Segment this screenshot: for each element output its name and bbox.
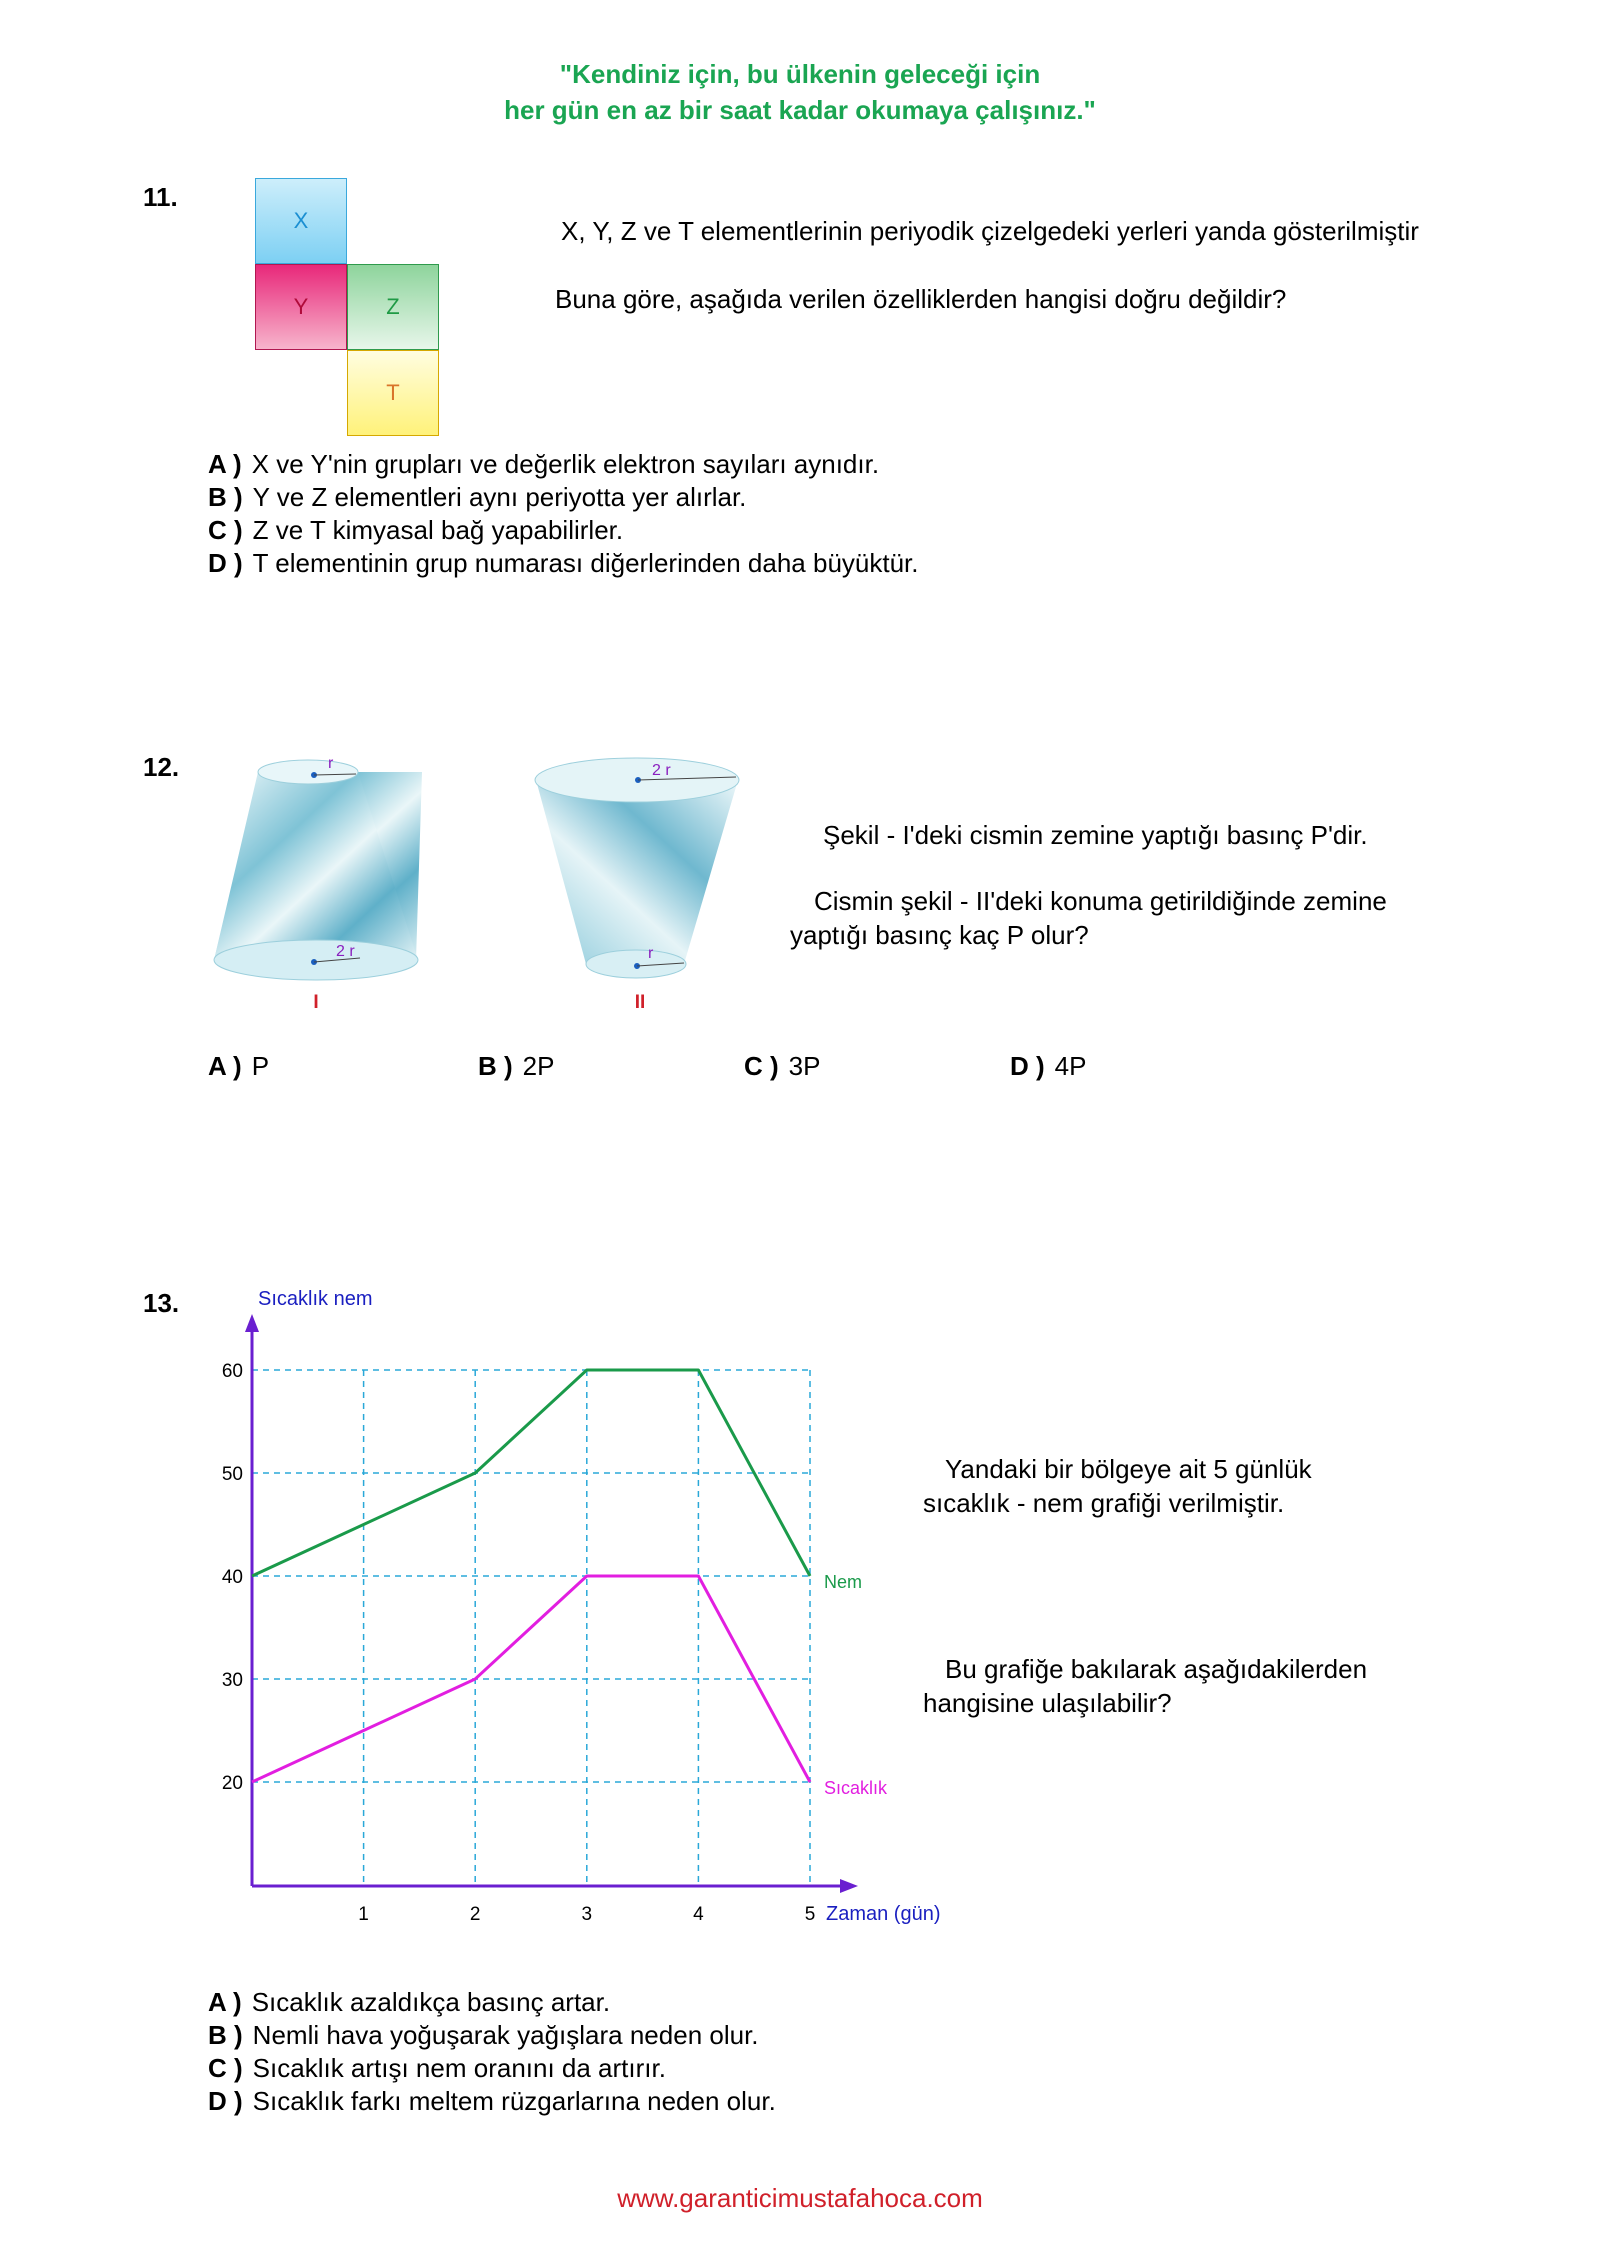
- y-axis-arrow: [245, 1314, 259, 1332]
- option-letter: B ): [478, 1051, 513, 1081]
- question-13-number: 13.: [143, 1288, 180, 1318]
- question-11-text-1: X, Y, Z ve T elementlerinin periyodik çizelgedeki yerleri yanda gösterilmiştir: [561, 216, 1419, 246]
- fig1-bottom-label: 2 r: [336, 943, 355, 960]
- option-text: 3P: [788, 1051, 821, 1081]
- option-c[interactable]: [208, 2052, 776, 2085]
- y-tick-label: 30: [221, 1670, 243, 1691]
- option-d[interactable]: [1010, 1050, 1086, 1083]
- option-letter: A ): [208, 1051, 242, 1081]
- option-text: Sıcaklık artışı nem oranını da artırır.: [252, 2053, 666, 2083]
- option-c[interactable]: [208, 514, 919, 547]
- question-12-text-3: yaptığı basınç kaç P olur?: [790, 920, 1089, 950]
- frustum-figure-1: [214, 755, 422, 1013]
- element-cell-x: X: [255, 178, 347, 264]
- question-12-text-1: Şekil - I'deki cismin zemine yaptığı basınç P'dir.: [823, 820, 1368, 850]
- element-cell-z: Z: [347, 264, 439, 350]
- y-tick-label: 20: [221, 1773, 243, 1794]
- header-quote-line2: her gün en az bir saat kadar okumaya çalışınız.": [504, 95, 1096, 125]
- question-11-number: 11.: [143, 182, 178, 212]
- x-tick-label: 5: [804, 1904, 816, 1925]
- option-text: P: [251, 1051, 270, 1081]
- option-letter: C ): [744, 1051, 779, 1081]
- header-quote-line1: "Kendiniz için, bu ülkenin geleceği için: [559, 59, 1041, 89]
- option-letter: D ): [1010, 1051, 1045, 1081]
- option-b[interactable]: [208, 2019, 776, 2052]
- frustum-figure-2: [535, 758, 739, 1013]
- question-12-text-2: Cismin şekil - II'deki konuma getirildiğinde zemine: [814, 886, 1387, 916]
- question-13-text-3: Bu grafiğe bakılarak aşağıdakilerden: [945, 1654, 1368, 1684]
- option-text: Sıcaklık azaldıkça basınç artar.: [251, 1987, 611, 2017]
- option-b[interactable]: [478, 1050, 554, 1083]
- option-letter: C ): [208, 515, 243, 545]
- option-letter: D ): [208, 548, 243, 578]
- fig2-bottom-label: r: [648, 945, 654, 962]
- option-d[interactable]: [208, 547, 919, 580]
- option-a[interactable]: [208, 448, 919, 481]
- y-tick-label: 60: [221, 1361, 243, 1382]
- option-text: Sıcaklık farkı meltem rüzgarlarına neden olur.: [252, 2086, 776, 2116]
- option-text: 4P: [1054, 1051, 1087, 1081]
- question-12-number: 12.: [143, 752, 180, 782]
- x-tick-label: 1: [358, 1904, 369, 1925]
- question-13-text-1: Yandaki bir bölgeye ait 5 günlük: [945, 1454, 1312, 1484]
- option-letter: B ): [208, 482, 243, 512]
- x-tick-label: 3: [581, 1904, 593, 1925]
- series-label: Nem: [824, 1572, 863, 1592]
- option-c[interactable]: [744, 1050, 820, 1083]
- footer-url[interactable]: www.garanticimustafahoca.com: [617, 2183, 983, 2213]
- y-axis-label: Sıcaklık nem: [258, 1288, 373, 1310]
- x-tick-label: 2: [469, 1904, 481, 1925]
- option-a[interactable]: [208, 1986, 776, 2019]
- x-tick-label: 4: [693, 1904, 704, 1925]
- question-11-text-2: Buna göre, aşağıda verilen özelliklerden hangisi doğru değildir?: [555, 284, 1287, 314]
- fig1-top-label: r: [328, 755, 334, 772]
- x-axis-label: Zaman (gün): [826, 1903, 941, 1925]
- series-label: Sıcaklık: [824, 1778, 888, 1798]
- option-text: 2P: [522, 1051, 555, 1081]
- element-cell-y: Y: [255, 264, 347, 350]
- option-d[interactable]: [208, 2085, 776, 2118]
- option-a[interactable]: [208, 1050, 269, 1083]
- element-cell-t: T: [347, 350, 439, 436]
- temperature-humidity-chart: [200, 1280, 980, 1930]
- option-letter: A ): [208, 1987, 242, 2017]
- option-letter: A ): [208, 449, 242, 479]
- question-11-options: [208, 448, 919, 580]
- option-b[interactable]: [208, 481, 919, 514]
- option-text: Nemli hava yoğuşarak yağışlara neden olur.: [252, 2020, 759, 2050]
- frustum-figures: [200, 750, 760, 1020]
- question-13-text-2: sıcaklık - nem grafiği verilmiştir.: [923, 1488, 1285, 1518]
- question-13-text-4: hangisine ulaşılabilir?: [923, 1688, 1172, 1718]
- question-13-options: [208, 1986, 776, 2118]
- fig1-caption: I: [313, 992, 319, 1013]
- option-text: Y ve Z elementleri aynı periyotta yer alırlar.: [252, 482, 747, 512]
- option-text: X ve Y'nin grupları ve değerlik elektron sayıları aynıdır.: [251, 449, 880, 479]
- option-letter: C ): [208, 2053, 243, 2083]
- fig2-top-label: 2 r: [652, 762, 671, 779]
- option-letter: B ): [208, 2020, 243, 2050]
- option-text: T elementinin grup numarası diğerlerinden daha büyüktür.: [252, 548, 919, 578]
- y-tick-label: 40: [221, 1567, 243, 1588]
- x-axis-arrow: [840, 1879, 858, 1893]
- option-letter: D ): [208, 2086, 243, 2116]
- option-text: Z ve T kimyasal bağ yapabilirler.: [252, 515, 624, 545]
- fig2-caption: II: [634, 992, 646, 1013]
- y-tick-label: 50: [221, 1464, 243, 1485]
